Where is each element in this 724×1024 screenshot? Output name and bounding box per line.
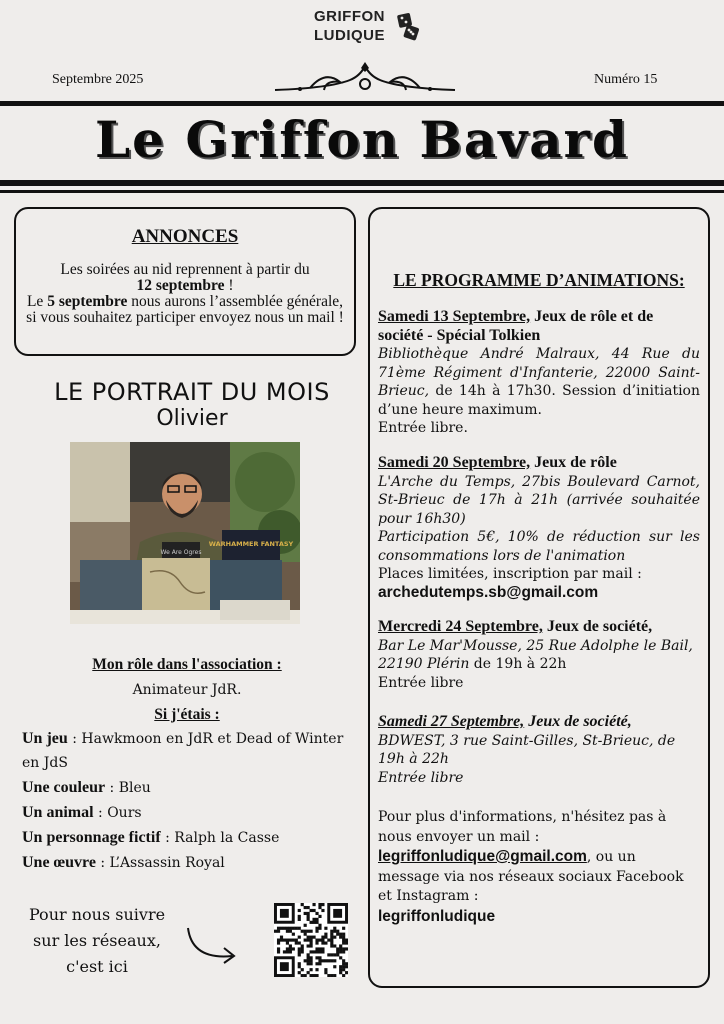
photo-shirt-text: We Are Ogres <box>160 549 202 556</box>
event-date: Mercredi 24 Septembre, <box>378 618 543 635</box>
si-jetais-heading: Si j'étais : <box>154 706 220 723</box>
event-place: L'Arche du Temps, 27bis Boulevard Carnot, St-Brieuc de 17h à 21h (arrivée souhaitée pour 16h30) <box>378 473 700 527</box>
issue-date: Septembre 2025 <box>52 72 144 87</box>
si-item-sep: : <box>105 780 119 796</box>
announcements-text <box>22 262 348 326</box>
event-date: Samedi 20 Septembre, <box>378 454 531 471</box>
event-date: Samedi 27 Septembre, <box>378 713 525 730</box>
issue-number: Numéro 15 <box>594 72 658 87</box>
si-item-game <box>22 727 356 775</box>
event-place: Bar Le Mar'Mousse, 25 Rue Adolphe le Bail, 22190 Plérin <box>378 637 693 672</box>
si-item-sep: : <box>160 830 175 846</box>
event-details: de 14h à 17h30. Session d’initiation d’une heure maximum. <box>378 383 700 418</box>
photo-game-box-text: WARHAMMER FANTASY <box>208 540 294 548</box>
contact-info-text: Pour plus d'informations, n'hésitez pas à nous envoyer un mail : <box>378 809 667 845</box>
portrait-photo <box>70 442 300 624</box>
announcement-2-text: nous aurons l’assemblée générale, si vous souhaitez participer envoyez nous un mail ! <box>26 293 344 326</box>
announcement-1-text: Les soirées au nid reprennent à partir du <box>60 261 310 278</box>
portrait-name: Olivier <box>156 406 228 431</box>
follow-line-3: c'est ici <box>66 957 128 976</box>
arrow-icon <box>182 914 244 968</box>
follow-us-text <box>14 902 180 980</box>
si-item-sep: : <box>95 855 110 871</box>
si-item-sep: : <box>93 805 108 821</box>
top-rule <box>0 101 724 106</box>
contact-email-link[interactable]: legriffonludique@gmail.com <box>378 848 587 865</box>
announcement-2-date: 5 septembre <box>47 293 128 310</box>
si-item-label: Une couleur <box>22 779 106 796</box>
event-extra: Entrée libre. <box>378 420 468 436</box>
bottom-rule-thin <box>0 190 724 193</box>
si-item-label: Une œuvre <box>22 854 96 871</box>
event-type: Jeux de société, <box>542 618 653 635</box>
event-place: BDWEST, 3 rue Saint-Gilles, St-Brieuc, de 19h à 22h <box>378 732 676 767</box>
contact-info-text-2: , ou un message via nos réseaux sociaux Facebook et Instagram : <box>378 849 684 904</box>
portrait-title: LE PORTRAIT DU MOIS <box>54 378 330 406</box>
event-type: Jeux de société, <box>524 713 632 730</box>
role-heading: Mon rôle dans l'association : <box>92 656 282 673</box>
event-email[interactable]: archedutemps.sb@gmail.com <box>378 583 599 601</box>
logo-line-2: LUDIQUE <box>314 27 385 44</box>
si-item-sep: : <box>67 731 82 747</box>
si-item-value: Ours <box>107 805 142 821</box>
role-value: Animateur JdR. <box>132 682 242 698</box>
newspaper-title: Le Griffon Bavard <box>95 110 629 169</box>
announcement-2-start: Le <box>26 293 48 310</box>
event-1 <box>378 308 700 438</box>
si-item-value: Ralph la Casse <box>174 830 280 846</box>
social-handle: legriffonludique <box>378 907 496 925</box>
si-item-label: Un personnage fictif <box>22 829 161 846</box>
event-extra: Places limitées, inscription par mail : <box>378 566 642 582</box>
contact-info <box>378 808 700 926</box>
event-place: Bibliothèque André Malraux, 44 Rue du 71ème Régiment d'Infanterie, 22000 Saint-Brieuc, <box>378 346 700 399</box>
announcement-1-end: ! <box>224 277 234 294</box>
event-type: Jeux de rôle <box>530 454 617 471</box>
si-item-value: Bleu <box>118 780 151 796</box>
si-item-work <box>22 851 356 875</box>
ornament-icon <box>270 58 460 98</box>
si-item-label: Un animal <box>22 804 94 821</box>
follow-line-2: sur les réseaux, <box>33 931 161 950</box>
announcements-title: ANNONCES <box>131 226 239 247</box>
event-3 <box>378 618 700 692</box>
program-title: LE PROGRAMME D’ANIMATIONS: <box>393 270 685 290</box>
si-item-color <box>22 776 356 800</box>
announcement-1-date: 12 septembre <box>136 277 225 294</box>
event-date: Samedi 13 Septembre, <box>378 308 531 325</box>
event-type: Jeux de rôle et de société - Spécial Tolkien <box>378 308 654 344</box>
si-item-animal <box>22 801 356 825</box>
event-extra: Entrée libre <box>378 769 464 786</box>
bottom-rule-thick <box>0 180 724 186</box>
si-item-value: L’Assassin Royal <box>109 855 225 871</box>
event-details: Participation 5€, 10% de réduction sur les consommations lors de l'animation <box>378 529 700 564</box>
si-item-value: Hawkmoon en JdR et Dead of Winter en JdS <box>22 731 344 771</box>
logo-line-1: GRIFFON <box>314 8 385 25</box>
si-item-label: Un jeu <box>22 730 68 747</box>
follow-line-1: Pour nous suivre <box>28 905 166 924</box>
event-4 <box>378 713 700 787</box>
qr-code[interactable] <box>274 903 348 977</box>
event-2 <box>378 454 700 602</box>
dice-icon <box>396 12 422 42</box>
si-item-character <box>22 826 356 850</box>
event-details: de 19h à 22h <box>469 656 567 672</box>
event-extra: Entrée libre <box>378 674 464 691</box>
